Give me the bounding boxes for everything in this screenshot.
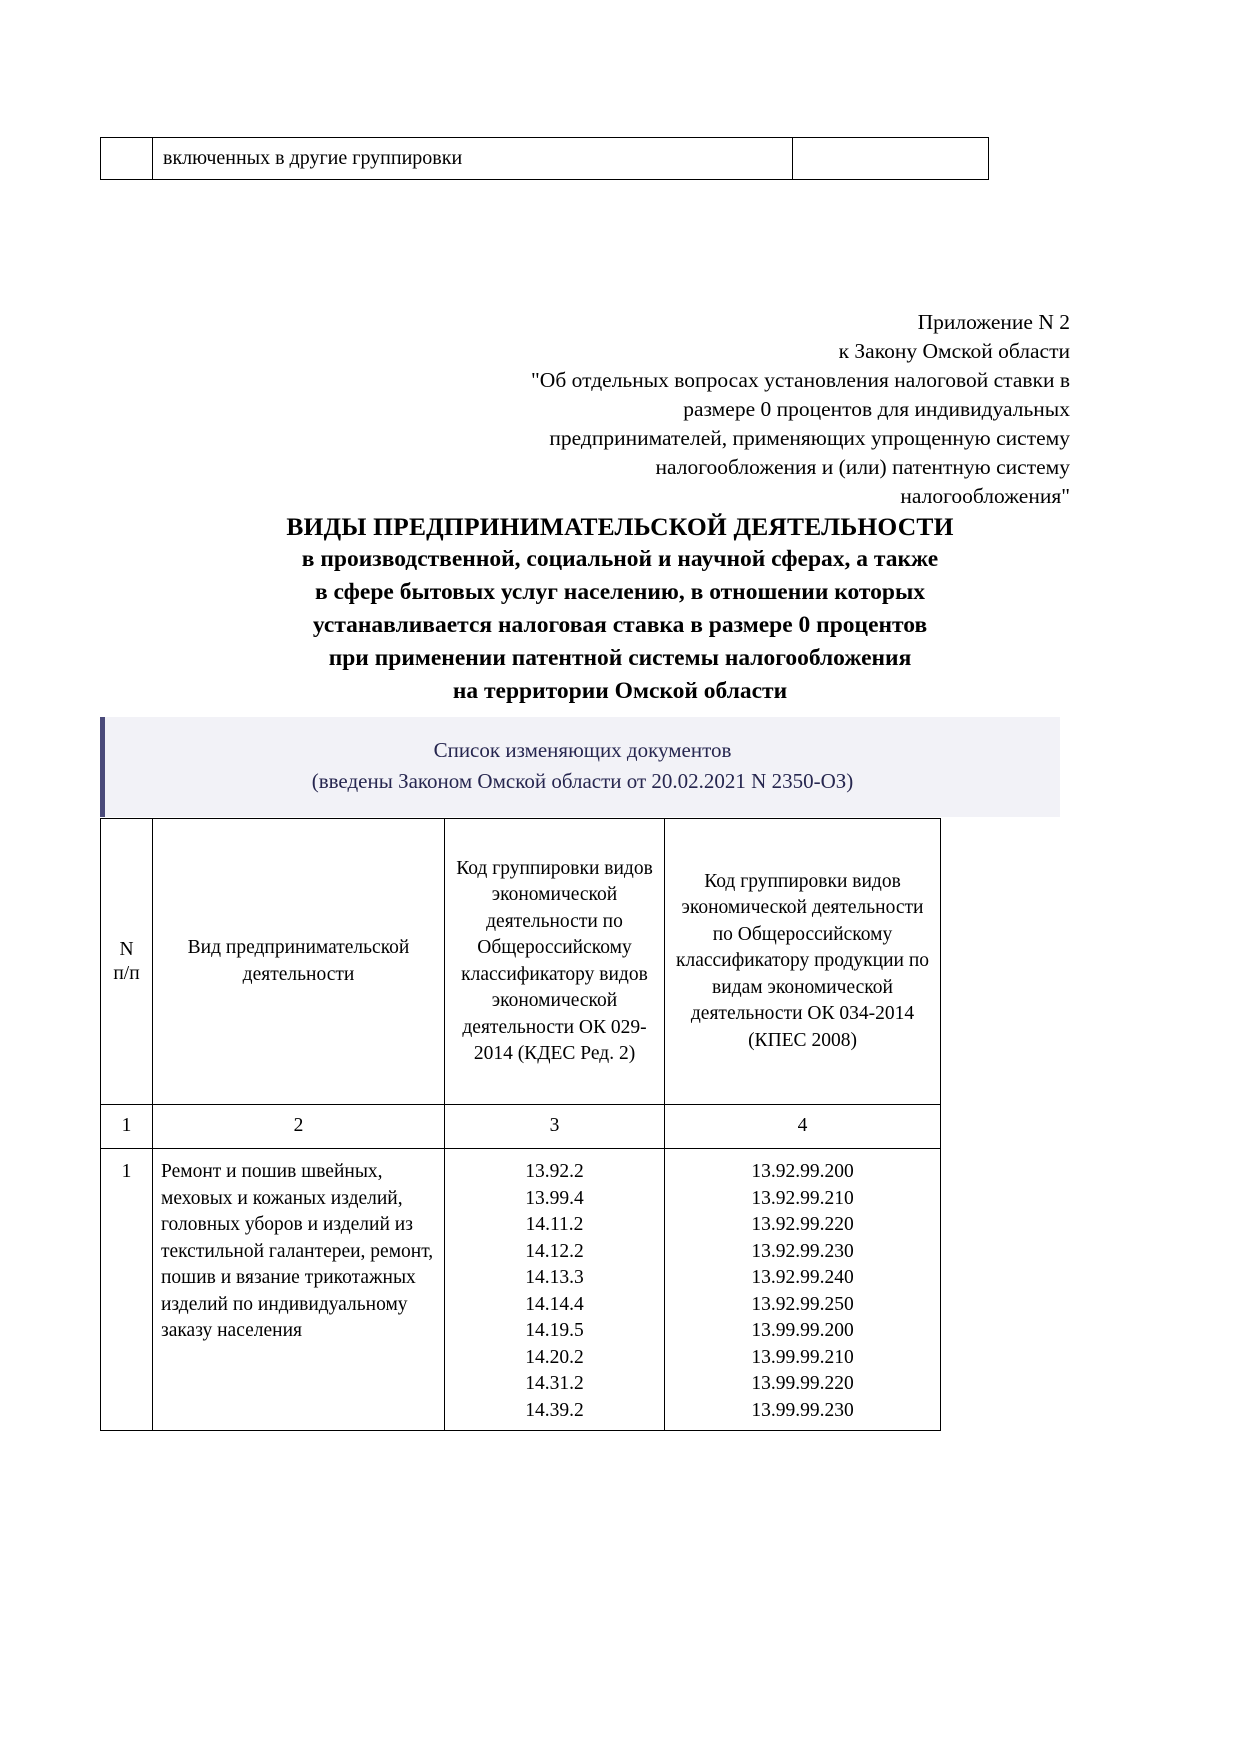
page-title-line-3: в сфере бытовых услуг населению, в отношении которых (314, 579, 926, 605)
continued-table-cell-text: включенных в другие группировки (153, 138, 793, 180)
header-number-line-1: N (119, 938, 134, 960)
appendix-reference (470, 308, 1070, 511)
header-cell-okved: Код группировки видов экономической деятельности по Общероссийскому классификатору видов экономической деятельности ОК 029-2014 (КДЕС Ред. 2) (445, 819, 665, 1105)
page-title-main: ВИДЫ ПРЕДПРИНИМАТЕЛЬСКОЙ ДЕЯТЕЛЬНОСТИ (286, 512, 954, 541)
appendix-line-7: налогообложения" (900, 484, 1070, 508)
column-index-4: 4 (665, 1105, 941, 1149)
header-cell-okpd: Код группировки видов экономической деятельности по Общероссийскому классификатору продукции по видам экономической деятельности ОК 034-2014 (КПЕС 2008) (665, 819, 941, 1105)
amending-documents-box (100, 717, 1060, 817)
appendix-line-5: предпринимателей, применяющих упрощенную систему (549, 426, 1070, 450)
continued-table-cell-code (793, 138, 989, 180)
column-index-3: 3 (445, 1105, 665, 1149)
column-index-1: 1 (101, 1105, 153, 1149)
continued-table-cell-number (101, 138, 153, 180)
amending-documents-heading: Список изменяющих документов (433, 738, 732, 762)
row-okpd-codes: 13.92.99.200 13.92.99.210 13.92.99.220 13.92.99.230 13.92.99.240 13.92.99.250 13.99.99.200 13.99.99.210 13.99.99.220 13.99.99.230 (665, 1149, 941, 1431)
row-okved-codes: 13.92.2 13.99.4 14.11.2 14.12.2 14.13.3 14.14.4 14.19.5 14.20.2 14.31.2 14.39.2 (445, 1149, 665, 1431)
appendix-line-1: Приложение N 2 (917, 310, 1070, 334)
page-title-line-2: в производственной, социальной и научной сферах, а также (301, 546, 939, 572)
continued-table (100, 137, 989, 180)
page-title-line-6: на территории Омской области (452, 678, 788, 704)
row-number: 1 (101, 1149, 153, 1431)
table-row (101, 1149, 941, 1431)
appendix-line-6: налогообложения и (или) патентную систему (655, 455, 1070, 479)
page-title (170, 510, 1070, 708)
appendix-line-2: к Закону Омской области (838, 339, 1070, 363)
header-cell-activity: Вид предпринимательской деятельности (153, 819, 445, 1105)
page-title-line-4: устанавливается налоговая ставка в размере 0 процентов (312, 612, 928, 638)
header-cell-number (101, 819, 153, 1105)
activities-table (100, 818, 941, 1431)
amending-documents-detail: (введены Законом Омской области от 20.02.2021 N 2350-ОЗ) (311, 769, 854, 793)
table-row (101, 138, 989, 180)
table-header-row (101, 819, 941, 1105)
header-number-line-2: п/п (113, 962, 140, 984)
appendix-line-4: размере 0 процентов для индивидуальных (683, 397, 1070, 421)
column-index-2: 2 (153, 1105, 445, 1149)
appendix-line-3: "Об отдельных вопросах установления налоговой ставки в (531, 368, 1070, 392)
table-column-number-row (101, 1105, 941, 1149)
page-title-line-5: при применении патентной системы налогообложения (328, 645, 912, 671)
row-activity: Ремонт и пошив швейных, меховых и кожаных изделий, головных уборов и изделий из текстильной галантереи, ремонт, пошив и вязание трикотажных изделий по индивидуальному заказу населения (153, 1149, 445, 1431)
